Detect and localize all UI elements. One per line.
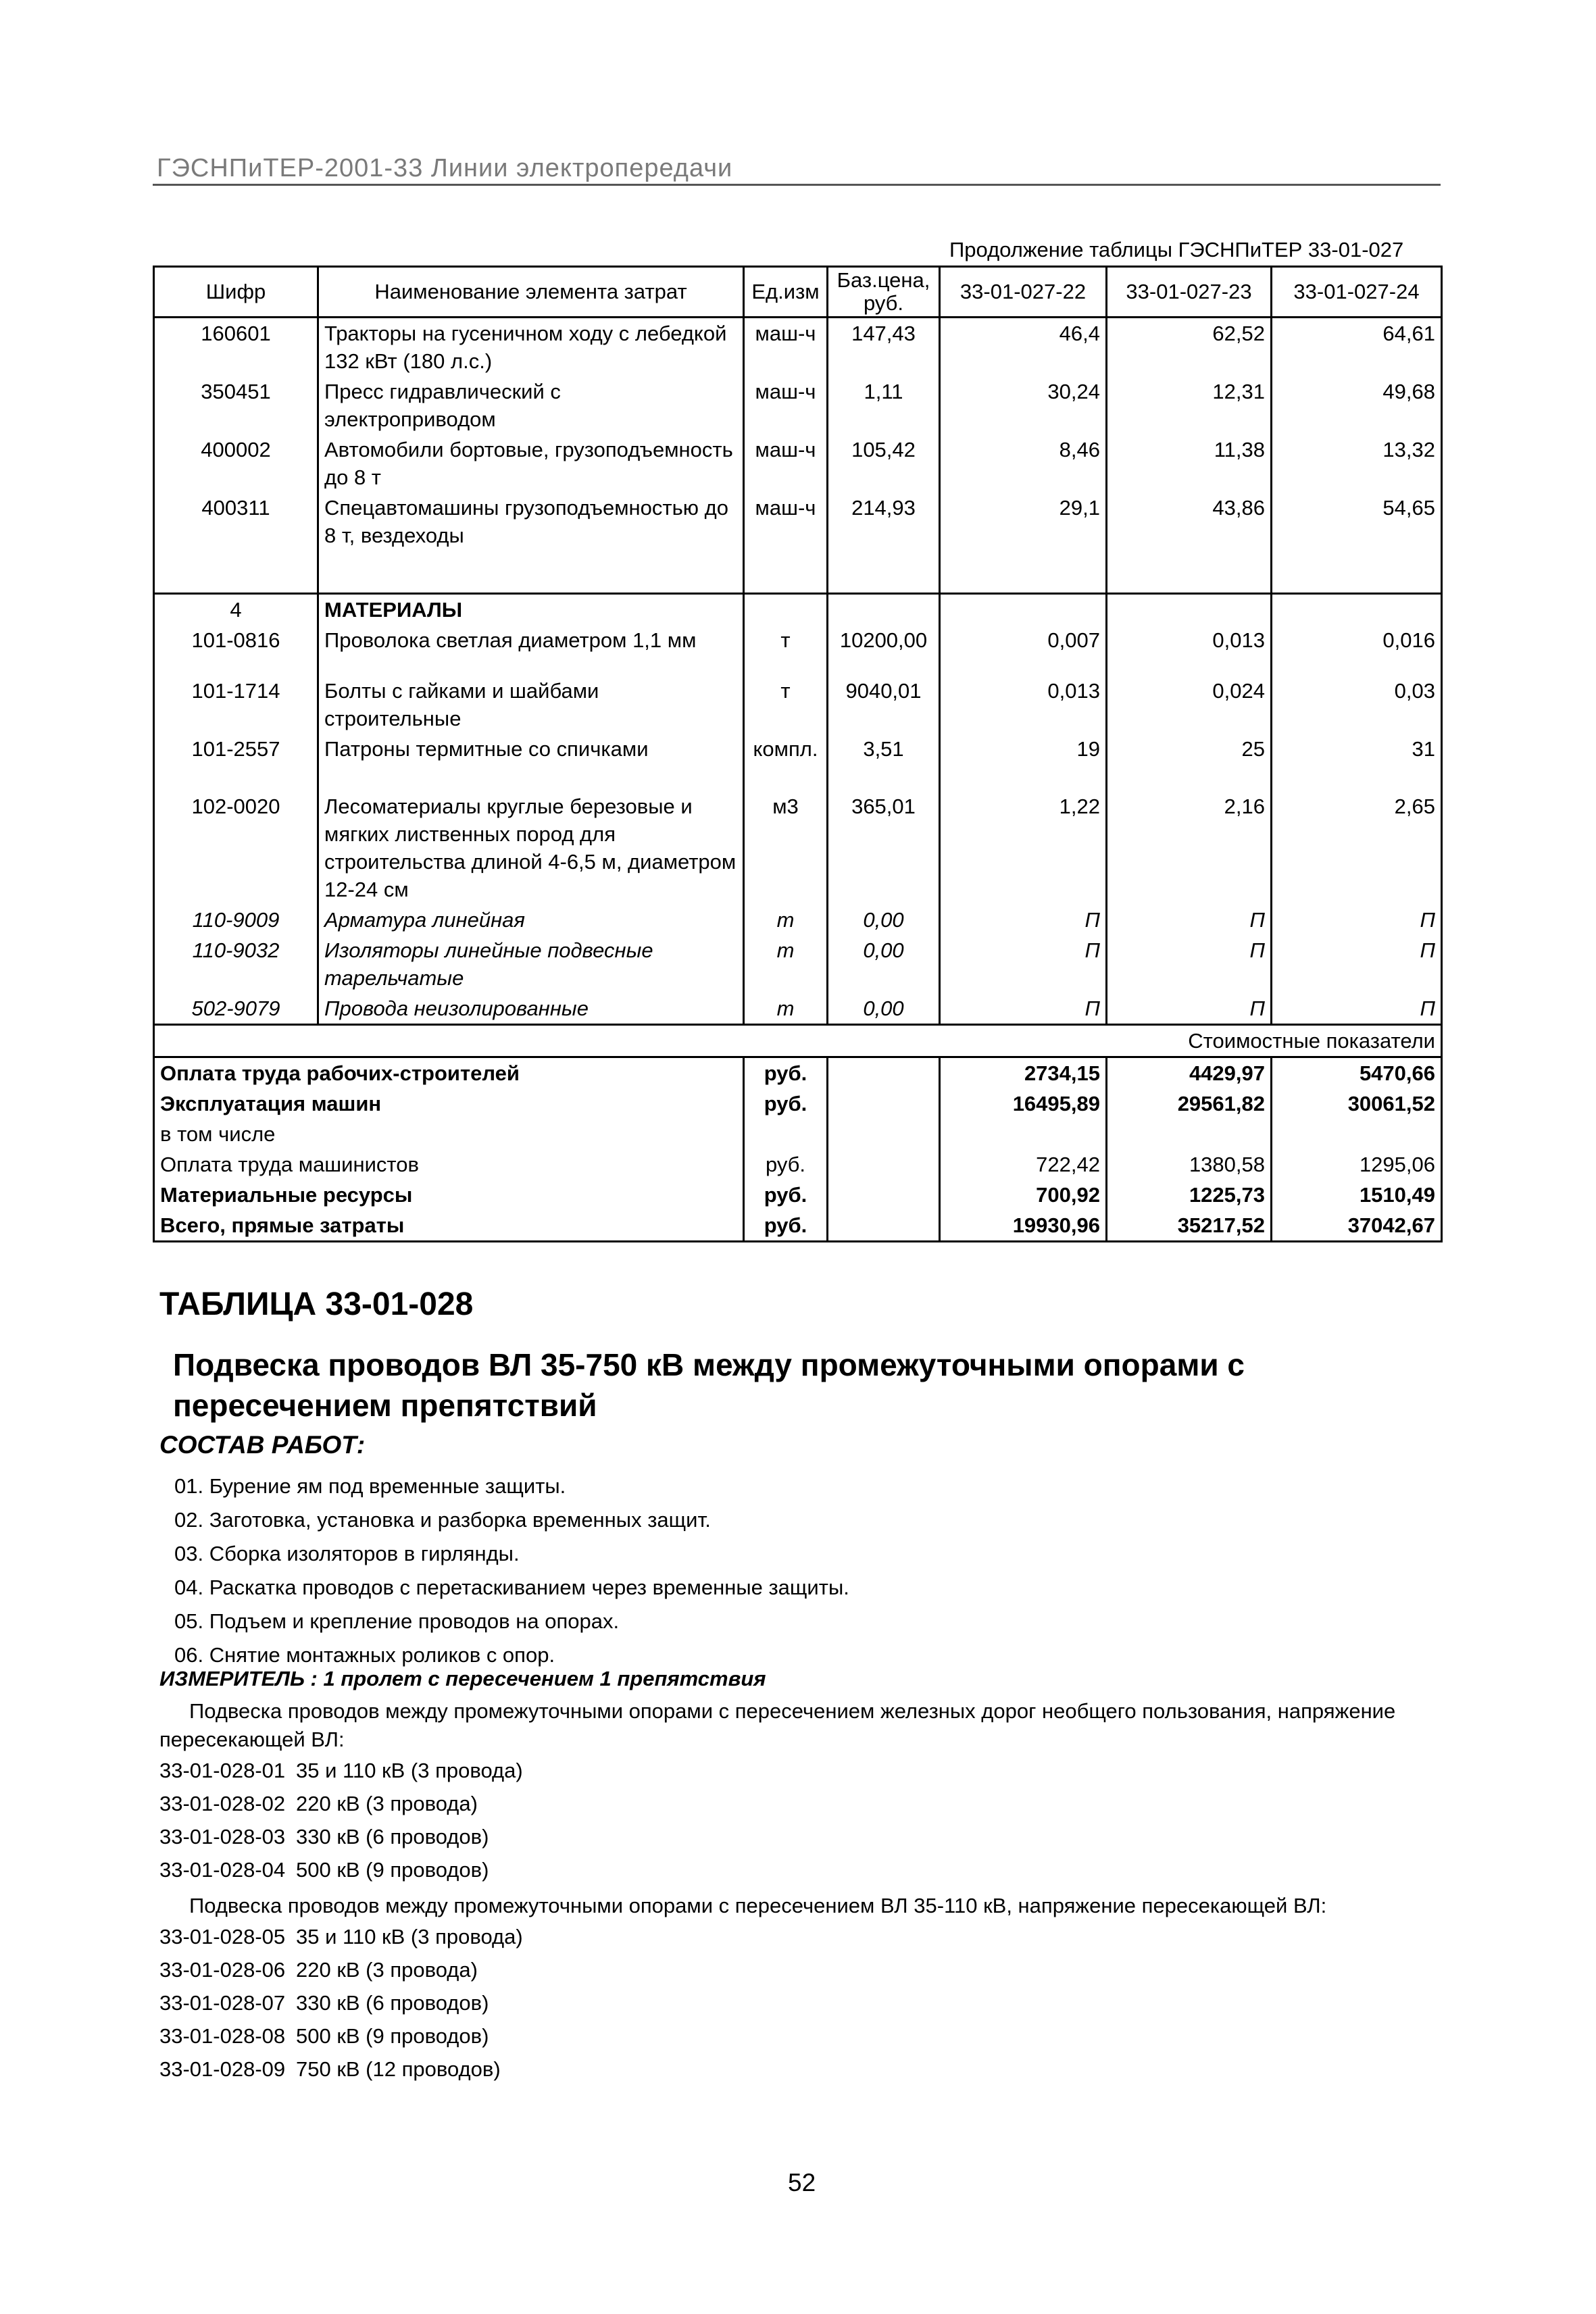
norm-code: 33-01-028-04 [159,1857,286,1882]
table-row [154,935,1442,993]
value-cell: 1225,73 [1107,1180,1272,1210]
norm-line [159,1920,1430,1953]
column-header: Шифр [154,267,318,318]
cost-label: Эксплуатация машин [154,1088,744,1119]
unit-cell [744,1119,828,1149]
price-cell: 0,00 [828,905,940,935]
code-cell: 101-0816 [154,625,318,655]
running-header: ГЭСНПиТЕР-2001-33 Линии электропередачи [157,154,733,182]
price-cell: 147,43 [828,318,940,377]
value-cell: 0,03 [1272,676,1442,734]
value-cell: 1380,58 [1107,1149,1272,1180]
cost-label: Материальные ресурсы [154,1180,744,1210]
table-row [154,905,1442,935]
value-cell: 2,65 [1272,791,1442,905]
price-cell: 0,00 [828,993,940,1025]
unit-cell: маш-ч [744,376,828,434]
cost-row [154,1088,1442,1119]
value-cell: 62,52 [1107,318,1272,377]
value-cell: 25 [1107,734,1272,764]
table-row [154,493,1442,551]
norm-text: 220 кВ (3 провода) [296,1957,478,1982]
table-header-row [154,267,1442,318]
value-cell: 4429,97 [1107,1057,1272,1089]
value-cell: 0,024 [1107,676,1272,734]
unit-cell: маш-ч [744,318,828,377]
norm-code: 33-01-028-09 [159,2057,286,2081]
value-cell: П [1272,993,1442,1025]
value-cell: П [940,993,1107,1025]
cost-band-row [154,1025,1442,1057]
price-cell: 3,51 [828,734,940,764]
value-cell: 49,68 [1272,376,1442,434]
value-cell: П [1107,993,1272,1025]
value-cell: 29561,82 [1107,1088,1272,1119]
value-cell: 5470,66 [1272,1057,1442,1089]
name-cell: Арматура линейная [318,905,744,935]
unit-cell: т [744,993,828,1025]
work-item: 04. Раскатка проводов с перетаскиванием через временные защиты. [174,1576,849,1599]
name-cell: Пресс гидравлический с электроприводом [318,376,744,434]
norm-group-1 [159,1697,1430,1886]
value-cell [1272,1119,1442,1149]
price-cell: 9040,01 [828,676,940,734]
value-cell: 16495,89 [940,1088,1107,1119]
name-cell: Автомобили бортовые, грузоподъемность до 8 т [318,434,744,493]
unit-cell: т [744,676,828,734]
code-cell: 102-0020 [154,791,318,905]
norm-line [159,1754,1430,1787]
price-cell: 10200,00 [828,625,940,655]
section-row [154,594,1442,626]
value-cell: 30061,52 [1272,1088,1442,1119]
norm-text: 35 и 110 кВ (3 провода) [296,1758,523,1782]
unit-cell: руб. [744,1057,828,1089]
cost-row [154,1149,1442,1180]
meter-line: ИЗМЕРИТЕЛЬ : 1 пролет с пересечением 1 препятствия [159,1667,766,1690]
norm-line [159,1986,1430,2019]
value-cell: П [940,935,1107,993]
code-cell: 110-9032 [154,935,318,993]
value-cell: 1,22 [940,791,1107,905]
norm-group-2 [159,1892,1430,2086]
code-cell: 350451 [154,376,318,434]
value-cell: 19 [940,734,1107,764]
name-cell: Лесоматериалы круглые березовые и мягких лиственных пород для строительства длиной 4-6,5 м, диаметром 12-24 см [318,791,744,905]
table-row [154,791,1442,905]
works-list [174,1469,849,1672]
value-cell: 13,32 [1272,434,1442,493]
unit-cell: т [744,625,828,655]
spacer-row [154,551,1442,594]
value-cell: 30,24 [940,376,1107,434]
section-title: ТАБЛИЦА 33-01-028 [159,1286,474,1322]
unit-cell: компл. [744,734,828,764]
column-header: 33-01-027-24 [1272,267,1442,318]
norm-line [159,2019,1430,2053]
name-cell: Патроны термитные со спичками [318,734,744,764]
norm-line [159,1787,1430,1820]
work-item: 02. Заготовка, установка и разборка временных защит. [174,1508,711,1532]
norm-code: 33-01-028-05 [159,1924,286,1948]
cost-row [154,1180,1442,1210]
work-item: 05. Подъем и крепление проводов на опорах. [174,1609,620,1633]
value-cell [1107,1119,1272,1149]
value-cell [940,1119,1107,1149]
column-header: Наименование элемента затрат [318,267,744,318]
composition-title: СОСТАВ РАБОТ: [159,1431,366,1459]
norm-line [159,1853,1430,1886]
cost-row [154,1119,1442,1149]
code-cell: 400311 [154,493,318,551]
column-header: 33-01-027-22 [940,267,1107,318]
norm-text: 220 кВ (3 провода) [296,1791,478,1815]
norm-text: 500 кВ (9 проводов) [296,1857,489,1882]
unit-cell: руб. [744,1210,828,1242]
cost-band-label: Стоимостные показатели [154,1025,1442,1057]
norm-line [159,2053,1430,2086]
value-cell: 8,46 [940,434,1107,493]
cost-row [154,1210,1442,1242]
value-cell: 0,016 [1272,625,1442,655]
value-cell: 11,38 [1107,434,1272,493]
table-row [154,376,1442,434]
table-row [154,625,1442,655]
value-cell: П [1272,905,1442,935]
price-cell: 0,00 [828,935,940,993]
norm-code: 33-01-028-08 [159,2023,286,2048]
page-number: 52 [788,2169,816,2196]
table-row [154,734,1442,764]
column-header: 33-01-027-23 [1107,267,1272,318]
table-row [154,318,1442,377]
code-cell: 160601 [154,318,318,377]
value-cell: 722,42 [940,1149,1107,1180]
unit-cell: руб. [744,1088,828,1119]
unit-cell: м3 [744,791,828,905]
norm-line [159,1820,1430,1853]
cost-label: Оплата труда рабочих-строителей [154,1057,744,1089]
value-cell: 0,013 [1107,625,1272,655]
value-cell: 54,65 [1272,493,1442,551]
norm-code: 33-01-028-03 [159,1824,286,1848]
value-cell: 35217,52 [1107,1210,1272,1242]
value-cell: 46,4 [940,318,1107,377]
unit-cell: руб. [744,1149,828,1180]
value-cell: 64,61 [1272,318,1442,377]
norm-line [159,1953,1430,1986]
name-cell: Проволока светлая диаметром 1,1 мм [318,625,744,655]
value-cell: П [1272,935,1442,993]
cost-row [154,1057,1442,1089]
value-cell: 37042,67 [1272,1210,1442,1242]
value-cell: 19930,96 [940,1210,1107,1242]
value-cell: 2,16 [1107,791,1272,905]
section-name: МАТЕРИАЛЫ [318,594,744,626]
cost-label: Оплата труда машинистов [154,1149,744,1180]
name-cell: Провода неизолированные [318,993,744,1025]
value-cell: 29,1 [940,493,1107,551]
unit-cell: т [744,905,828,935]
norm-code: 33-01-028-02 [159,1791,286,1815]
norm-text: 330 кВ (6 проводов) [296,1824,489,1848]
norm-code: 33-01-028-06 [159,1957,286,1982]
unit-cell: т [744,935,828,993]
norm-text: 35 и 110 кВ (3 провода) [296,1924,523,1948]
value-cell: П [1107,935,1272,993]
section-code: 4 [154,594,318,626]
value-cell: 0,013 [940,676,1107,734]
norm-code: 33-01-028-01 [159,1758,286,1782]
value-cell: 700,92 [940,1180,1107,1210]
unit-cell: маш-ч [744,493,828,551]
value-cell: 43,86 [1107,493,1272,551]
table-caption: Продолжение таблицы ГЭСНПиТЕР 33-01-027 [949,238,1404,261]
price-cell: 365,01 [828,791,940,905]
name-cell: Спецавтомашины грузоподъемностью до 8 т, вездеходы [318,493,744,551]
value-cell: 1510,49 [1272,1180,1442,1210]
price-cell: 214,93 [828,493,940,551]
unit-cell: руб. [744,1180,828,1210]
cost-label: Всего, прямые затраты [154,1210,744,1242]
value-cell: П [940,905,1107,935]
group-intro: Подвеска проводов между промежуточными опорами с пересечением ВЛ 35-110 кВ, напряжение пересекающей ВЛ: [189,1894,1327,1917]
header-rule [153,184,1441,186]
norm-text: 750 кВ (12 проводов) [296,2057,501,2081]
value-cell: П [1107,905,1272,935]
column-header: Ед.изм [744,267,828,318]
value-cell: 0,007 [940,625,1107,655]
value-cell: 2734,15 [940,1057,1107,1089]
work-item: 03. Сборка изоляторов в гирлянды. [174,1542,520,1565]
value-cell: 1295,06 [1272,1149,1442,1180]
code-cell: 101-1714 [154,676,318,734]
name-cell: Болты с гайками и шайбами строительные [318,676,744,734]
code-cell: 110-9009 [154,905,318,935]
code-cell: 400002 [154,434,318,493]
price-cell: 105,42 [828,434,940,493]
unit-cell: маш-ч [744,434,828,493]
name-cell: Тракторы на гусеничном ходу с лебедкой 132 кВт (180 л.с.) [318,318,744,377]
code-cell: 101-2557 [154,734,318,764]
table-row [154,993,1442,1025]
cost-label: в том числе [154,1119,744,1149]
norm-code: 33-01-028-07 [159,1990,286,2015]
work-item: 06. Снятие монтажных роликов с опор. [174,1643,555,1667]
value-cell: 31 [1272,734,1442,764]
work-item: 01. Бурение ям под временные защиты. [174,1474,566,1498]
norm-text: 500 кВ (9 проводов) [296,2023,489,2048]
value-cell: 12,31 [1107,376,1272,434]
table-row [154,434,1442,493]
table-row [154,676,1442,734]
resource-table [153,266,1443,1242]
column-header: Баз.цена, руб. [828,267,940,318]
price-cell: 1,11 [828,376,940,434]
group-intro: Подвеска проводов между промежуточными опорами с пересечением железных дорог необщего пользования, напряжение пересекающей ВЛ: [159,1699,1396,1751]
norm-text: 330 кВ (6 проводов) [296,1990,489,2015]
name-cell: Изоляторы линейные подвесные тарельчатые [318,935,744,993]
section-heading: Подвеска проводов ВЛ 35-750 кВ между промежуточными опорами с пересечением препятствий [173,1347,1245,1423]
code-cell: 502-9079 [154,993,318,1025]
